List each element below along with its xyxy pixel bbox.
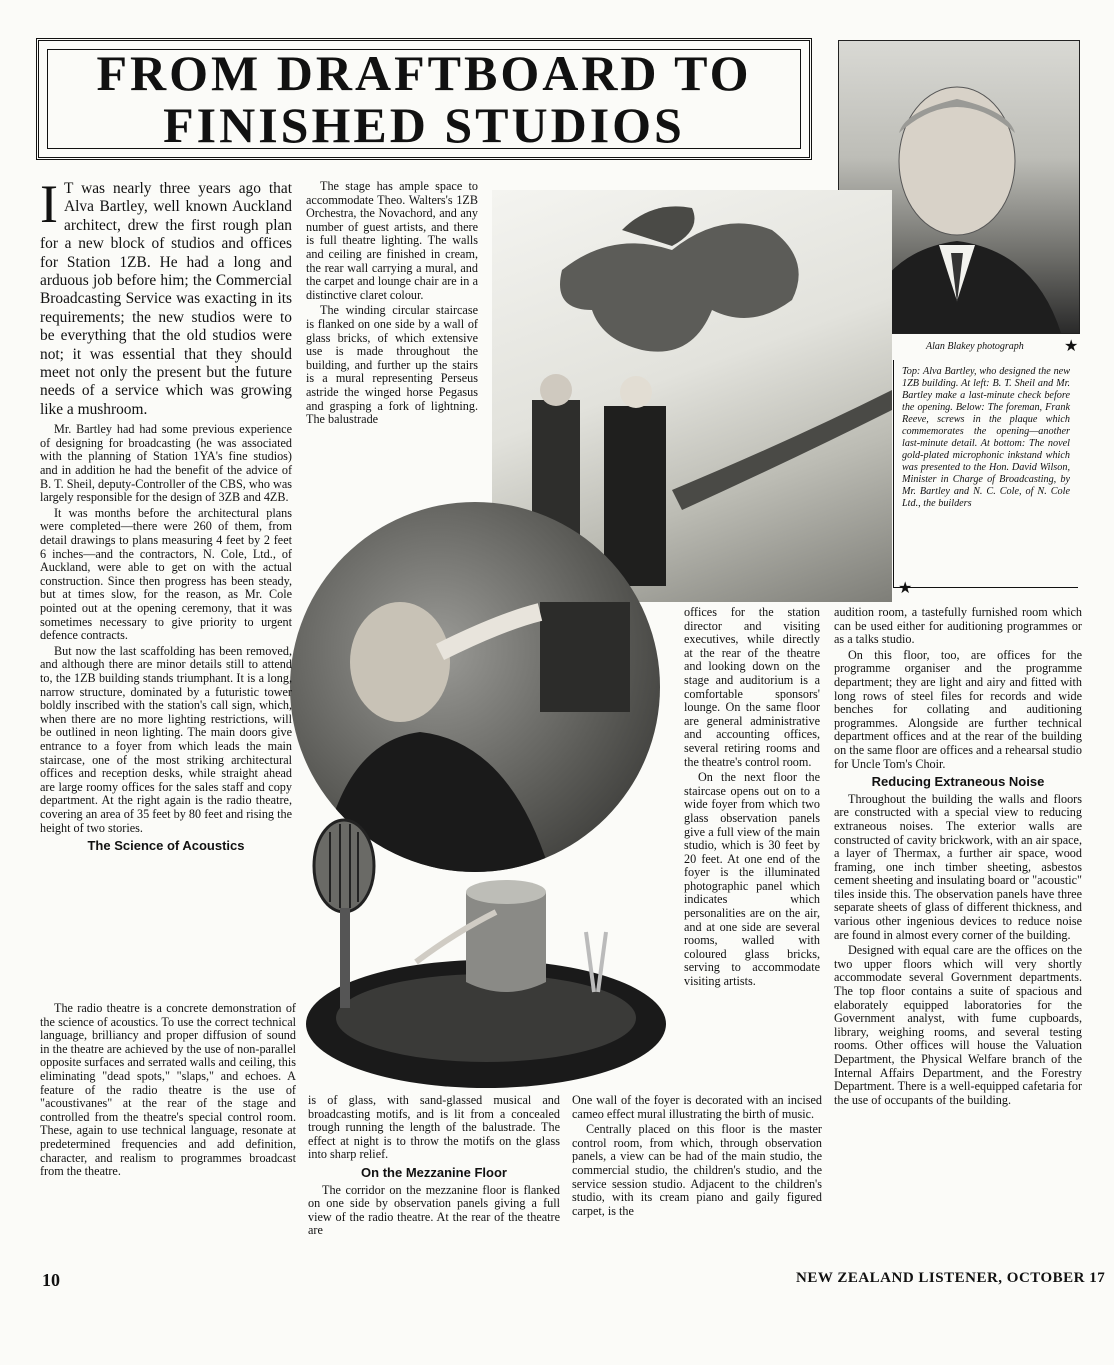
title-frame xyxy=(47,45,801,153)
inkstand-photo xyxy=(296,812,666,1094)
subheading-acoustics: The Science of Acoustics xyxy=(87,838,245,854)
body-paragraph: One wall of the foyer is decorated with an incised cameo effect mural illustrating the birth of music. xyxy=(572,1093,822,1121)
photo-caption: Top: Alva Bartley, who designed the new 1ZB building. At left: B. T. Sheil and Mr. Bartley make a last-minute check before the opening. Below: The foreman, Frank Reeve, screws in the plaque which commemorates the opening—another last-minute detail. At bottom: The novel gold-plated microphonic inkstand which was presented to the Hon. David Wilson, Minister in Charge of Broadcasting, by Mr. Bartley and N. C. Cole, of N. Cole Ltd., the builders xyxy=(902,366,1070,509)
body-paragraph: audition room, a tastefully furnished room which can be used either for auditioning programmes or as a talks studio. xyxy=(834,605,1082,647)
body-paragraph: But now the last scaffolding has been removed, and although there are minor details still to attend to, the 1ZB building stands triumphant. It is a long, narrow structure, dominated by a futuristic tower boldly inscribed with the station's call sign, which, when there are no more lighting restrictions, will be outlined in neon lighting. The main doors give entrance to a foyer from which leads the main staircase, one of the most striking architectural offices and reception desks, while straight ahead are large roomy offices for the sales staff and copy department. At the right again is the radio theatre, covering an area of 35 feet by 80 feet and rising the height of two stories. xyxy=(40,643,292,835)
body-paragraph: The stage has ample space to accommodate Theo. Walters's 1ZB Orchestra, the Novachord, and any number of guest artists, and there is full theatre lighting. The walls and ceiling are finished in cream, the rear wall carrying a mural, and the carpet and lounge chair are in a distinctive claret colour. xyxy=(306,179,478,302)
photo-credit: Alan Blakey photograph xyxy=(926,341,1024,352)
column-3-lower xyxy=(572,1094,822,1220)
caption-box xyxy=(893,360,1078,588)
body-paragraph: On this floor, too, are offices for the programme organiser and the programme department; they are light and airy and fitted with long rows of steel files for records and wide benches for collating and auditioning programmes. Alongside are further technical department offices and at the rear of the building on the same floor are offices and a rehearsal studio for Uncle Tom's Choir. xyxy=(834,647,1082,771)
body-paragraph: Mr. Bartley had had some previous experience of designing for broadcasting (he was associated with the planning of Station 1YA's fine studios) and in addition he had the benefit of the advice of B. T. Sheil, deputy-Controller of the CBS, who was largely responsible for the design of 3ZB and 4ZB. xyxy=(40,422,292,505)
column-2 xyxy=(306,180,478,429)
headline-line-1: FROM DRAFTBOARD TO xyxy=(96,45,752,101)
microphone-inkstand xyxy=(296,812,666,1094)
body-paragraph: Designed with equal care are the offices on the two upper floors which will very shortly accommodate several Government departments. The top floor contains a suite of spacious and elaborately equipped laboratories for the Government analyst, with fume cupboards, library, weighing rooms, and several testing rooms. Other offices will house the Valuation Department, the Physical Welfare branch of the Internal Affairs Department, and the Forestry Department. There is a well-equipped cafetaria for the use of occupants of the building. xyxy=(834,943,1082,1107)
body-paragraph: On the next floor the staircase opens out on to a wide foyer from which two glass observation panels give a full view of the main studio, which is 30 feet by 20 feet. At one end of the foyer is the illuminated photographic panel which indicates which personalities are on the air, and at one side are several rooms, walled with coloured glass bricks, serving to accommodate visiting artists. xyxy=(684,770,820,989)
body-paragraph: The radio theatre is a concrete demonstration of the science of acoustics. To use the correct technical language, brilliancy and proper diffusion of sound in the theatre are achieved by the use of non-parallel opposite surfaces and serrated walls and ceiling, this eliminating "dead spots," "slaps," and echoes. A feature of the radio theatre is the use of "acoustivanes" at the rear of the stage and controlled from the theatre's special control room. These, again to use technical language, resonate at predetermined frequencies and add definition, character, and realism to programmes broadcast from the theatre. xyxy=(40,1001,296,1179)
drop-cap: I xyxy=(40,174,58,234)
body-paragraph: The corridor on the mezzanine floor is flanked on one side by observation panels giving a full view of the radio theatre. At the rear of the theatre are xyxy=(308,1182,560,1238)
body-paragraph: Centrally placed on this floor is the master control room, from which, through observation panels, a view can be had of the main studio, the commercial studio, the children's studio, and the service session studio. Adjacent to the children's studio, with its cream piano and gaily figured carpet, is the xyxy=(572,1122,822,1218)
lead-paragraph xyxy=(40,174,292,419)
star-icon: ★ xyxy=(898,580,913,597)
body-paragraph: It was months before the architectural plans were completed—there were 260 of them, from detail drawings to plans measuring 4 feet by 2 feet 6 inches—and the contractors, N. Cole, Ltd., of Auckland, were able to get on with the actual construction. Since then progress has been steady, but at times slow, for the reason, as Mr. Cole pointed out at the opening ceremony, that it was sometimes necessary to give priority to urgent defence contracts. xyxy=(40,505,292,643)
lead-text: T was nearly three years ago that Alva Bartley, well known Auckland architect, drew the first rough plan for a new block of studios and offices for Station 1ZB. He had a long and arduous job before him; the Commercial Broadcasting Service was exacting in its requirements; the new studios were to be everything that the old studios were not; it was essential that they should meet not only the present but the future needs of a service which was growing like a mushroom. xyxy=(40,180,292,418)
body-paragraph: The winding circular staircase is flanked on one side by a wall of glass bricks, of which extensive use is made throughout the building, and further up the stairs is a mural representing Perseus astride the winged horse Pegasus and grasping a fork of lightning. The balustrade xyxy=(306,303,478,427)
body-paragraph: offices for the station director and visiting executives, while directly at the rear of the theatre and looking down on the stage and auditorium is a comfortable sponsors' lounge. On the same floor are general administrative and accounting offices, several retiring rooms and the theatre's control room. xyxy=(684,605,820,769)
column-2-lower xyxy=(308,1094,560,1240)
column-4 xyxy=(834,606,1082,1109)
body-paragraph: Throughout the building the walls and floors are constructed with a special view to reducing extraneous noises. The exterior walls are constructed of cavity brickwork, with an air space, a layer of Thermax, a further air space, wood framing, one inch timber sheeting, asbestos cement sheeting and insulating board or "acoustic" tiles inside this. The observation panels have three separate sheets of glass of different thickness, and various other ingenious devices to reduce noise are found in almost every corner of the building. xyxy=(834,791,1082,942)
headline-line-2: FINISHED STUDIOS xyxy=(163,97,685,153)
title-box xyxy=(36,38,812,160)
star-icon: ★ xyxy=(1064,338,1079,355)
column-1-lower xyxy=(40,1002,296,1181)
subheading-mezzanine: On the Mezzanine Floor xyxy=(361,1164,507,1180)
page-number: 10 xyxy=(42,1270,60,1290)
column-3 xyxy=(684,606,820,991)
publication-line: NEW ZEALAND LISTENER, OCTOBER 17 xyxy=(796,1270,1106,1286)
column-1 xyxy=(40,174,292,857)
subheading-noise: Reducing Extraneous Noise xyxy=(871,774,1045,790)
body-paragraph: is of glass, with sand-glassed musical and broadcasting motifs, and is lit from a concealed trough running the length of the balustrade. The effect at night is to throw the motifs on the glass into sharp relief. xyxy=(308,1093,560,1162)
